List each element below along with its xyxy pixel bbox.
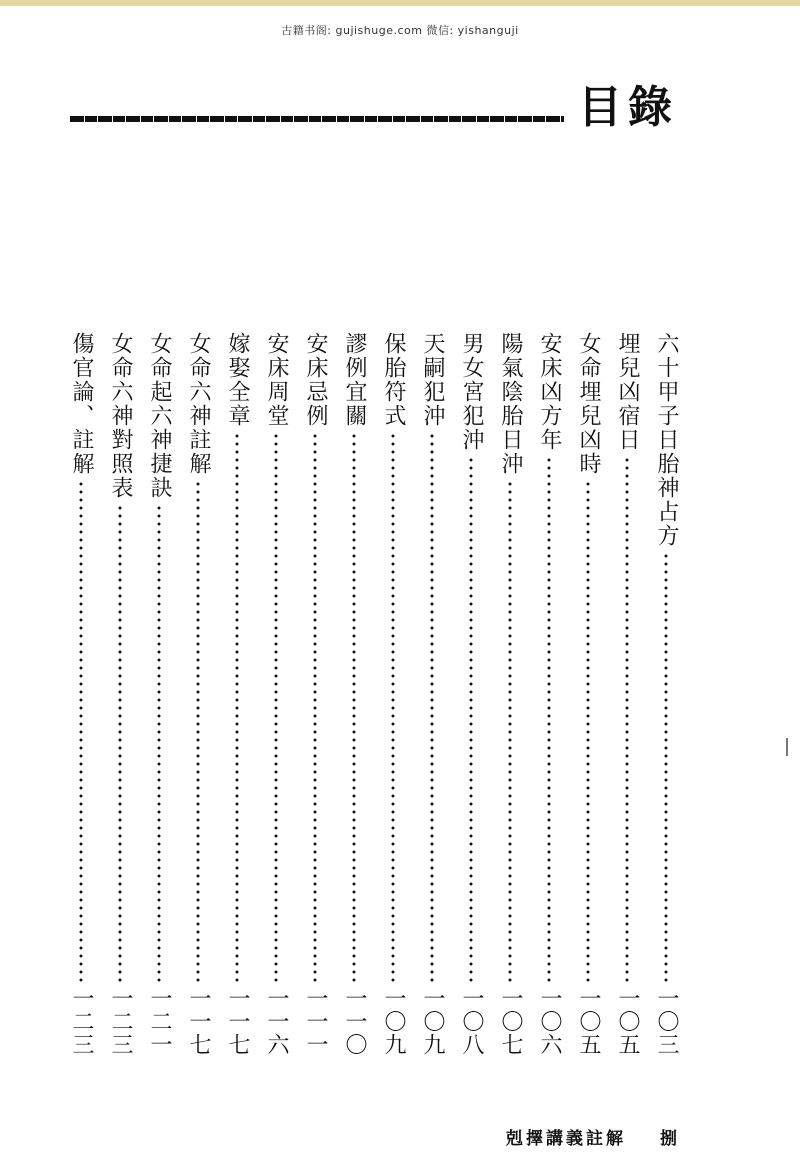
- footer-book-title: 剋擇講義註解: [506, 1129, 626, 1149]
- dot-leader: [547, 456, 551, 983]
- dot-leader: [586, 480, 590, 983]
- page-edge-mark: [786, 738, 788, 756]
- toc-entry[interactable]: [572, 332, 604, 1056]
- toc-entry-page: 一〇九: [381, 987, 406, 1056]
- dot-leader: [313, 432, 317, 983]
- toc-entry-page: 一一七: [186, 987, 211, 1056]
- toc-entry-title: 安床周堂: [264, 332, 289, 428]
- dot-leader: [235, 432, 239, 983]
- toc-entry-page: 一二三: [108, 987, 133, 1056]
- toc-entry-title: 女命六神對照表: [108, 332, 133, 500]
- toc-entry[interactable]: [338, 332, 370, 1056]
- dot-leader: [352, 432, 356, 983]
- toc-entry[interactable]: [494, 332, 526, 1056]
- toc-entry-title: 六十甲子日胎神占方: [654, 332, 679, 548]
- toc-entry-title: 傷官論、註解: [69, 332, 94, 476]
- toc-entry-title: 保胎符式: [381, 332, 406, 428]
- toc-entry[interactable]: [260, 332, 292, 1056]
- dot-leader: [430, 432, 434, 983]
- toc-entry-page: 一一〇: [342, 987, 367, 1056]
- toc-entry-page: 一一七: [225, 987, 250, 1056]
- dot-leader: [625, 456, 629, 983]
- toc-entry-page: 一二三: [69, 987, 94, 1056]
- table-of-contents: [64, 332, 684, 1056]
- toc-entry[interactable]: [377, 332, 409, 1056]
- toc-entry[interactable]: [104, 332, 136, 1056]
- toc-entry-page: 一一一: [303, 987, 328, 1056]
- heading-rule: [70, 116, 564, 122]
- watermark-text: 古籍书阁: gujishuge.com 微信: yishanguji: [281, 24, 519, 37]
- toc-entry[interactable]: [182, 332, 214, 1056]
- toc-entry-page: 一〇五: [615, 987, 640, 1056]
- dot-leader: [157, 504, 161, 983]
- toc-entry[interactable]: [416, 332, 448, 1056]
- dot-leader: [274, 432, 278, 983]
- toc-entry-page: 一〇九: [420, 987, 445, 1056]
- toc-entry-page: 一〇三: [654, 987, 679, 1056]
- dot-leader: [508, 480, 512, 983]
- dot-leader: [118, 504, 122, 983]
- toc-entry-title: 女命埋兒凶時: [576, 332, 601, 476]
- toc-entry-title: 安床忌例: [303, 332, 328, 428]
- toc-entry[interactable]: [650, 332, 682, 1056]
- toc-entry-title: 陽氣陰胎日沖: [498, 332, 523, 476]
- toc-entry-title: 謬例宜關: [342, 332, 367, 428]
- toc-entry-title: 嫁娶全章: [225, 332, 250, 428]
- toc-entry[interactable]: [143, 332, 175, 1056]
- toc-entry[interactable]: [221, 332, 253, 1056]
- toc-entry-title: 埋兒凶宿日: [615, 332, 640, 452]
- dot-leader: [79, 480, 83, 983]
- toc-entry-title: 安床凶方年: [537, 332, 562, 452]
- toc-entry[interactable]: [299, 332, 331, 1056]
- top-band: [0, 0, 800, 6]
- toc-entry-page: 一〇八: [459, 987, 484, 1056]
- toc-entry-page: 一〇六: [537, 987, 562, 1056]
- toc-entry[interactable]: [611, 332, 643, 1056]
- toc-entry[interactable]: [533, 332, 565, 1056]
- toc-entry[interactable]: [455, 332, 487, 1056]
- dot-leader: [664, 552, 668, 983]
- page-heading: 目錄: [578, 82, 678, 133]
- dot-leader: [196, 480, 200, 983]
- toc-entry[interactable]: [65, 332, 97, 1056]
- toc-entry-page: 一二一: [147, 987, 172, 1056]
- dot-leader: [391, 432, 395, 983]
- dot-leader: [469, 456, 473, 983]
- toc-entry-page: 一一六: [264, 987, 289, 1056]
- toc-entry-page: 一〇七: [498, 987, 523, 1056]
- toc-entry-page: 一〇五: [576, 987, 601, 1056]
- toc-entry-title: 天嗣犯沖: [420, 332, 445, 428]
- toc-entry-title: 女命起六神捷訣: [147, 332, 172, 500]
- toc-entry-title: 男女宮犯沖: [459, 332, 484, 452]
- toc-entry-title: 女命六神註解: [186, 332, 211, 476]
- footer-page-number: 捌: [660, 1129, 677, 1149]
